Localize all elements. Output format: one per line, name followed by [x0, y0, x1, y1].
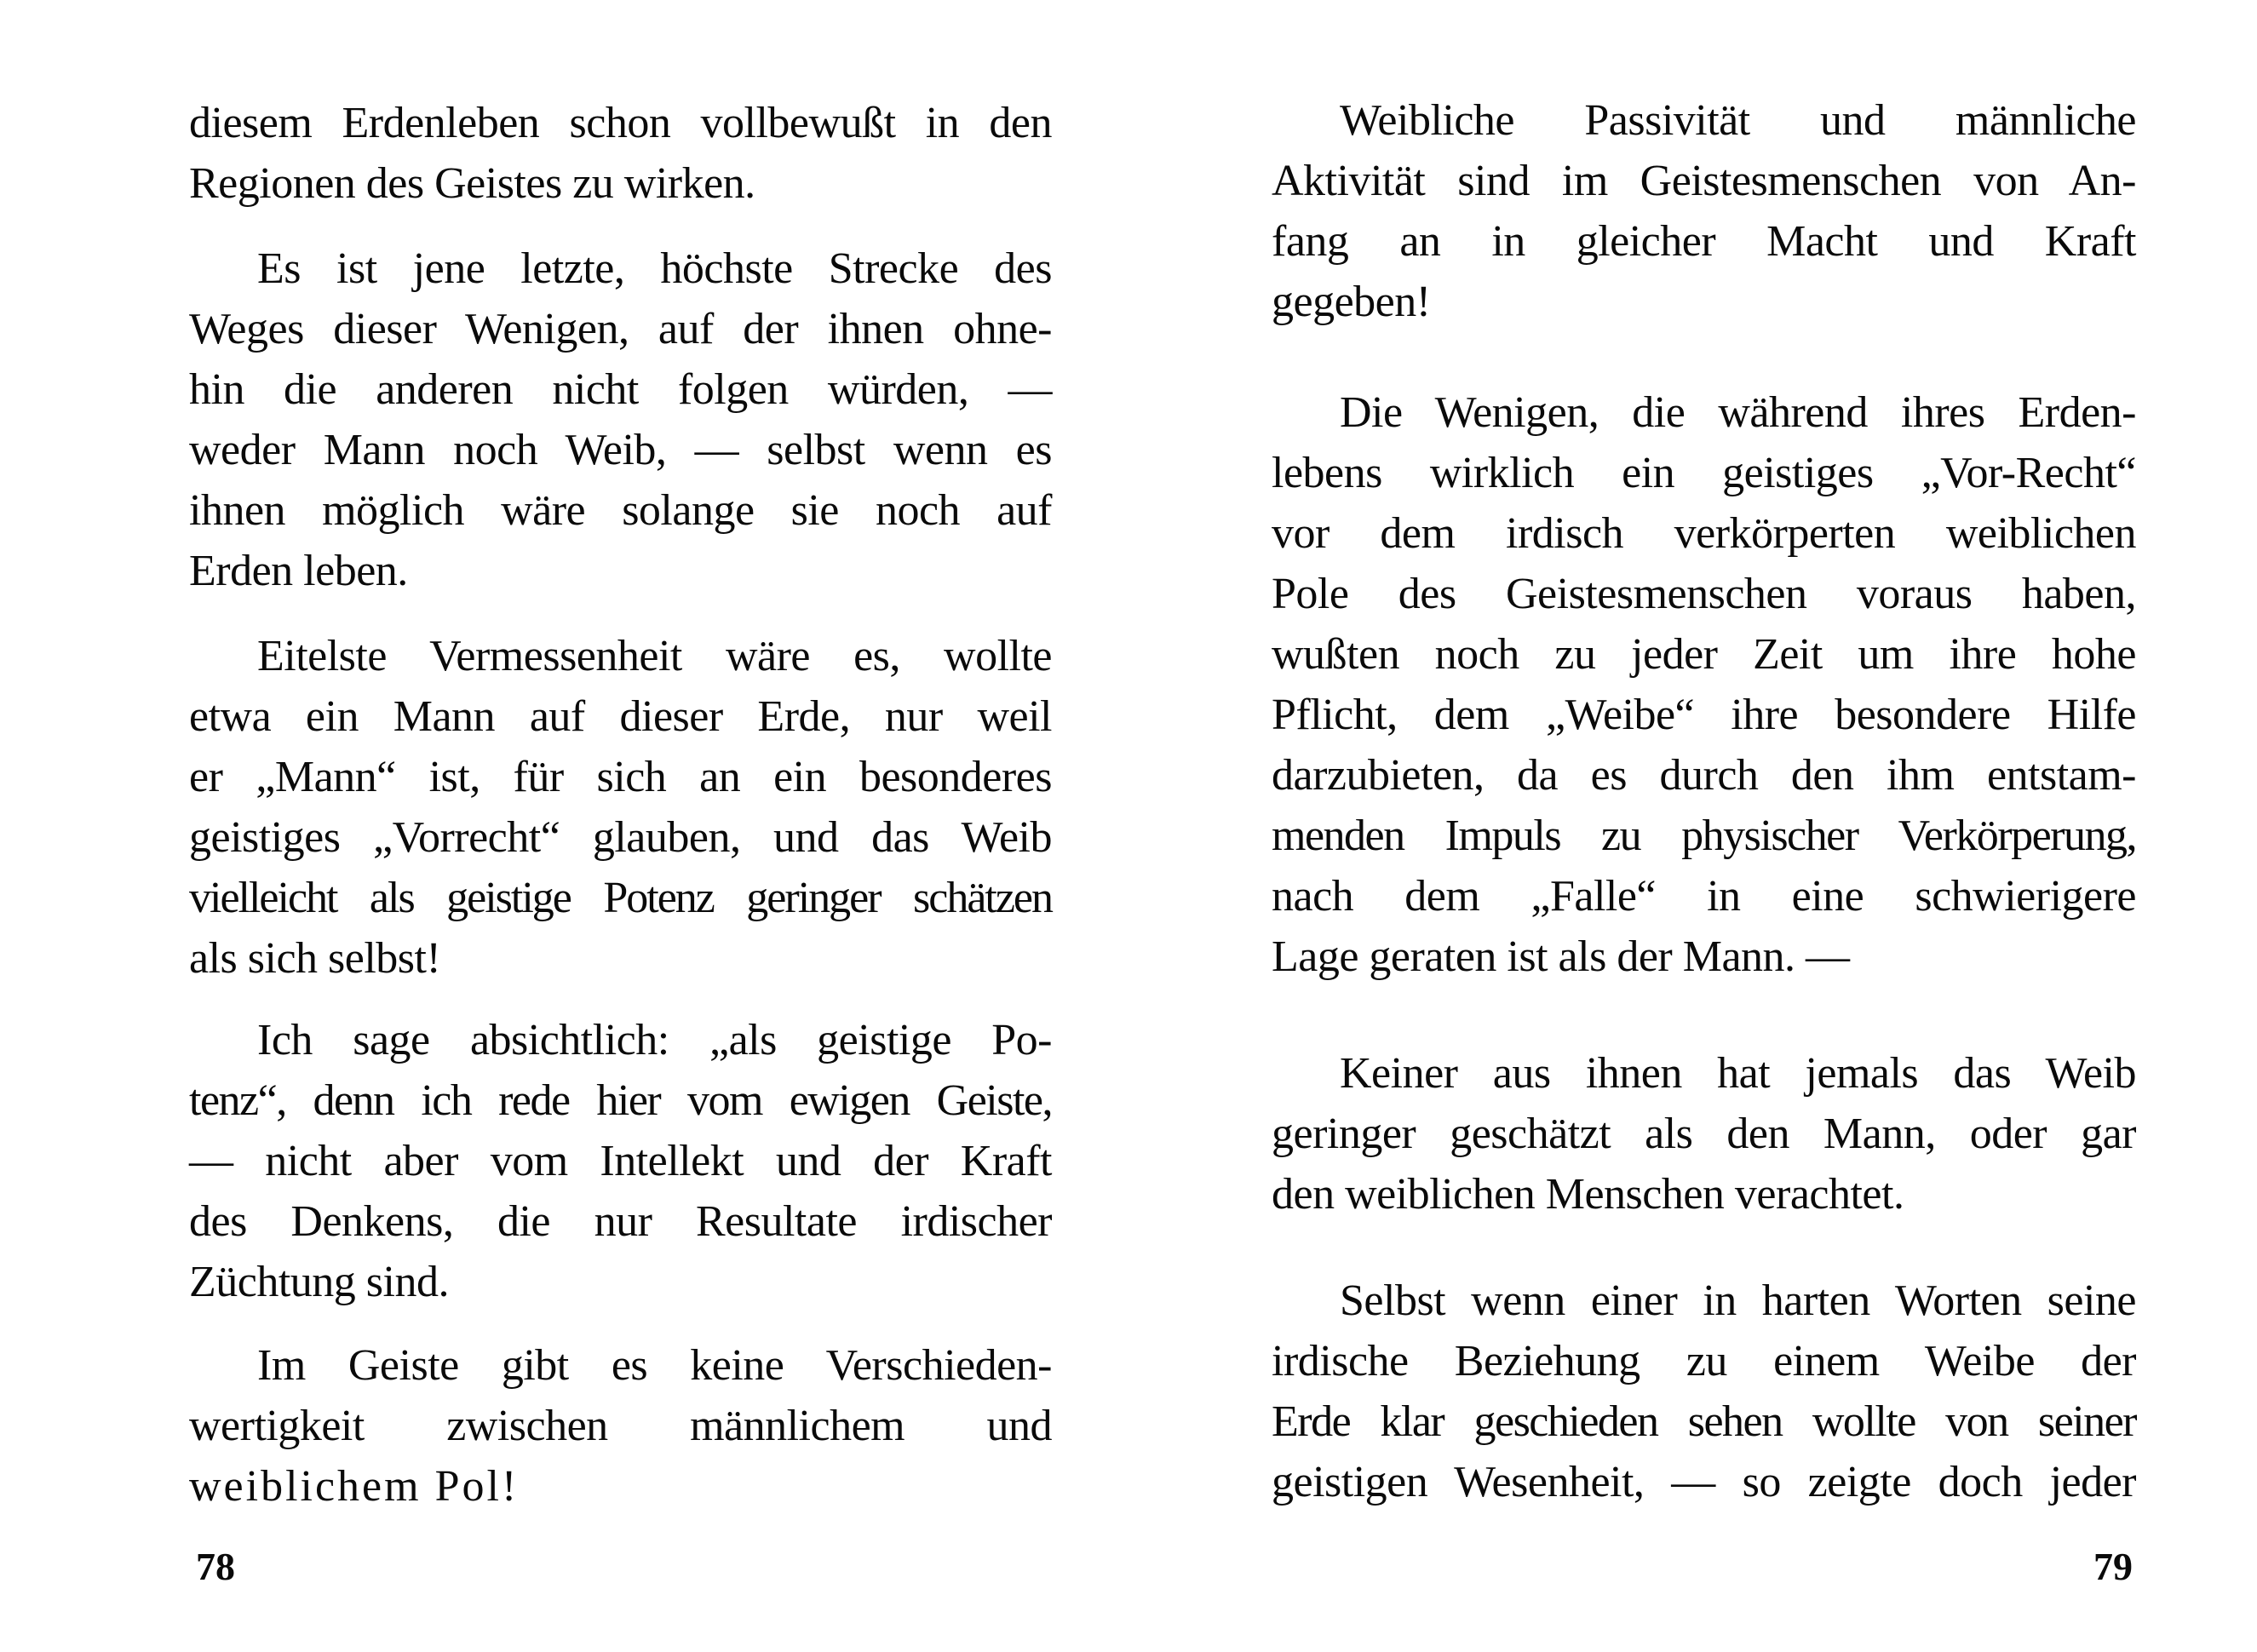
text-line: Züchtung sind. [189, 1258, 449, 1306]
text-line: diesem Erdenleben schon vollbewußt in den [189, 99, 1052, 147]
text-line: Es ist jene letzte, höchste Strecke des [257, 244, 1052, 293]
text-line: Weges dieser Wenigen, auf der ihnen ohne- [189, 305, 1052, 353]
text-line: Erde klar geschieden sehen wollte von seiner [1272, 1397, 2136, 1446]
text-line: geringer geschätzt als den Mann, oder gar [1272, 1110, 2136, 1158]
text-line: — nicht aber vom Intellekt und der Kraft [189, 1137, 1052, 1185]
text-line: Weibliche Passivität und männliche [1340, 96, 2136, 145]
text-line: wertigkeit zwischen männlichem und [189, 1402, 1052, 1450]
text-line: wußten noch zu jeder Zeit um ihre hohe [1272, 630, 2136, 679]
text-line: vielleicht als geistige Potenz geringer schätzen [189, 874, 1052, 922]
text-line: nach dem „Falle“ in eine schwierigere [1272, 872, 2136, 921]
text-line: vor dem irdisch verkörperten weiblichen [1272, 509, 2136, 558]
text-line: Lage geraten ist als der Mann. — [1272, 932, 1850, 981]
text-line: weder Mann noch Weib, — selbst wenn es [189, 426, 1052, 474]
text-line: Pole des Geistesmenschen voraus haben, [1272, 570, 2136, 618]
text-line: geistigen Wesenheit, — so zeigte doch jeder [1272, 1458, 2136, 1506]
text-line: Regionen des Geistes zu wirken. [189, 159, 755, 208]
text-line: Selbst wenn einer in harten Worten seine [1340, 1276, 2136, 1325]
right-page [1272, 0, 2136, 1652]
text-line: geistiges „Vorrecht“ glauben, und das Weib [189, 813, 1052, 862]
text-line: gegeben! [1272, 278, 1431, 326]
page-number: 79 [2093, 1545, 2133, 1588]
text-line: Aktivität sind im Geistesmenschen von An- [1272, 157, 2136, 205]
text-line: menden Impuls zu physischer Verkörperung, [1272, 812, 2136, 860]
text-line: hin die anderen nicht folgen würden, — [189, 365, 1052, 414]
text-line: Erden leben. [189, 547, 408, 595]
text-line: darzubieten, da es durch den ihm entstam- [1272, 751, 2136, 800]
text-line: ihnen möglich wäre solange sie noch auf [189, 486, 1052, 535]
text-line: Pflicht, dem „Weibe“ ihre besondere Hilfe [1272, 691, 2136, 739]
text-line: als sich selbst! [189, 934, 441, 983]
text-line: etwa ein Mann auf dieser Erde, nur weil [189, 692, 1052, 741]
text-line: Eitelste Vermessenheit wäre es, wollte [257, 632, 1052, 680]
text-line: irdische Beziehung zu einem Weibe der [1272, 1337, 2136, 1385]
text-line: tenz“, denn ich rede hier vom ewigen Geiste, [189, 1076, 1052, 1125]
text-line: fang an in gleicher Macht und Kraft [1272, 217, 2136, 266]
page-number: 78 [196, 1545, 235, 1588]
text-line: weiblichem Pol! [189, 1462, 520, 1511]
text-line: Ich sage absichtlich: „als geistige Po- [257, 1016, 1052, 1064]
text-line: Im Geiste gibt es keine Verschieden- [257, 1341, 1052, 1390]
left-page [189, 0, 1052, 1652]
text-line: lebens wirklich ein geistiges „Vor-Recht“ [1272, 449, 2136, 497]
text-line: des Denkens, die nur Resultate irdischer [189, 1197, 1052, 1246]
text-line: er „Mann“ ist, für sich an ein besonderes [189, 753, 1052, 801]
text-line: Die Wenigen, die während ihres Erden- [1340, 388, 2136, 437]
text-line: Keiner aus ihnen hat jemals das Weib [1340, 1049, 2136, 1098]
text-line: den weiblichen Menschen verachtet. [1272, 1170, 1904, 1219]
